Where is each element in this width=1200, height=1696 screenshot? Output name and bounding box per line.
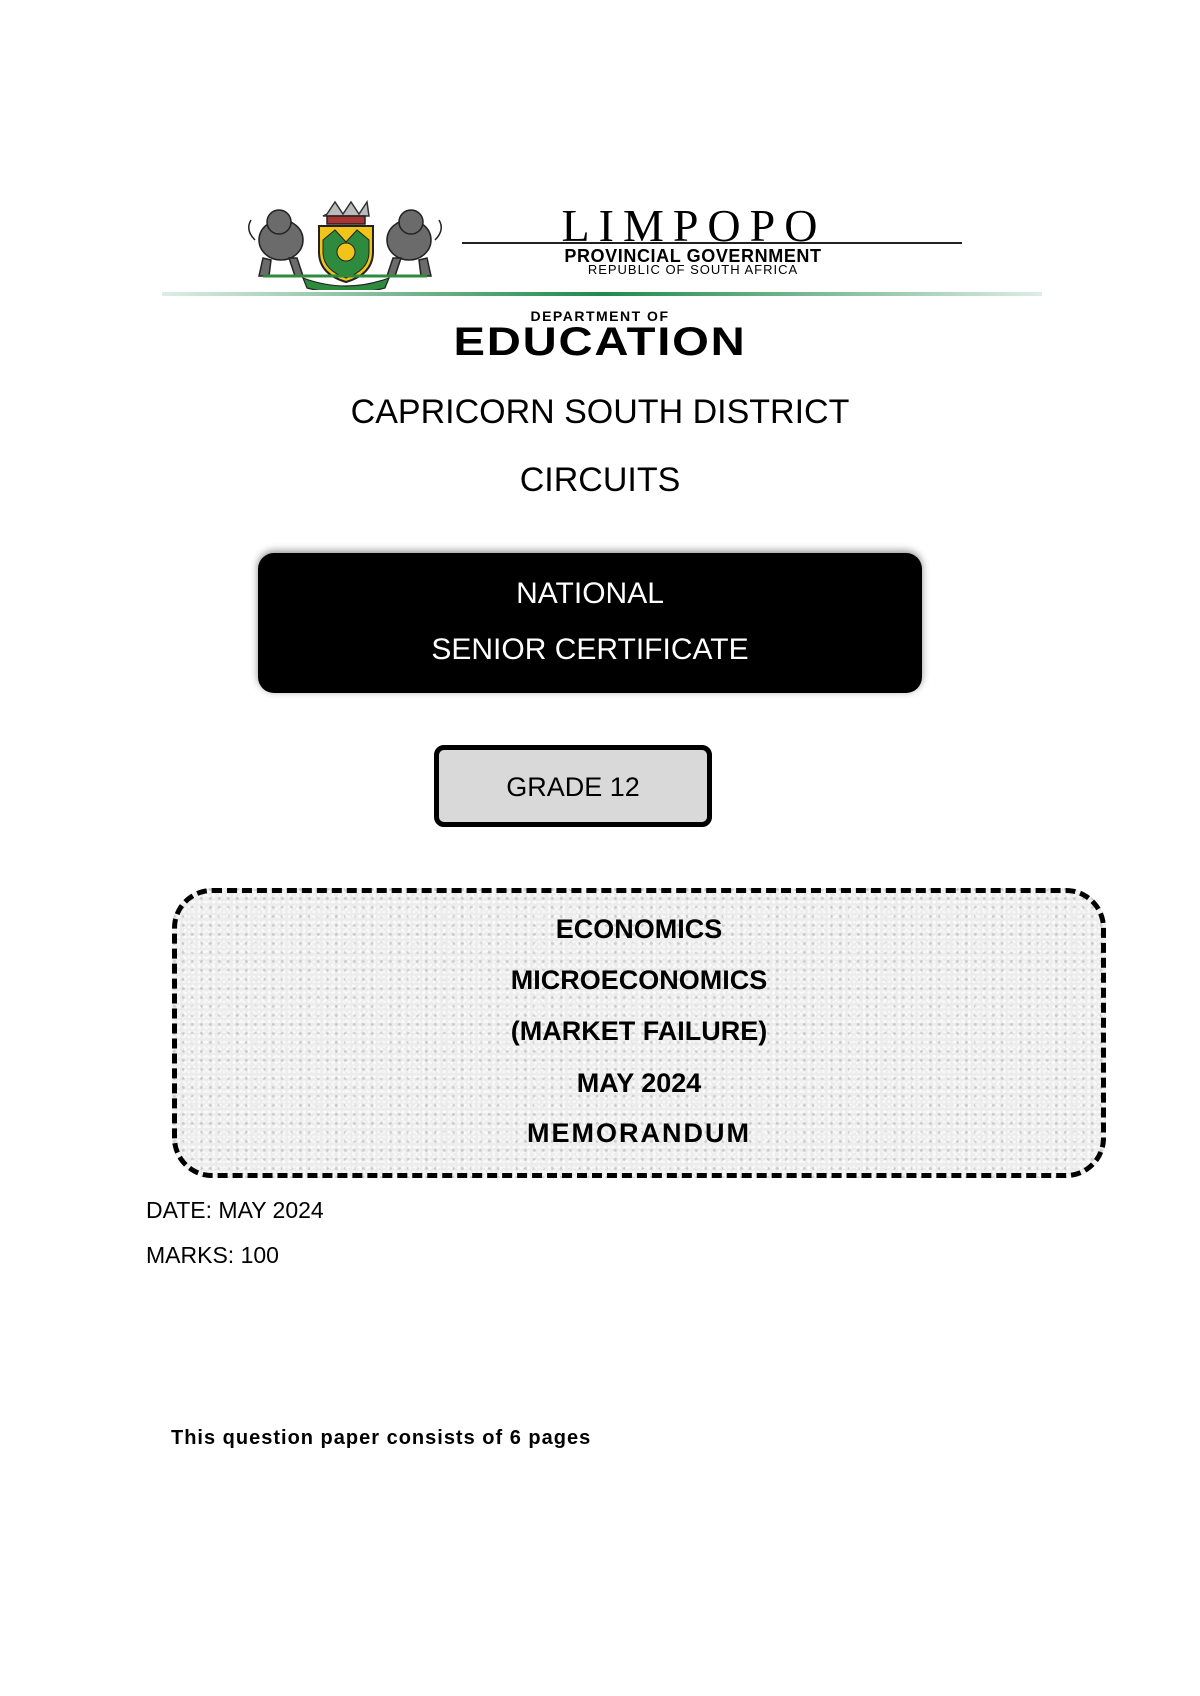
total-marks: MARKS: 100: [146, 1242, 279, 1268]
exam-session: MAY 2024: [576, 1068, 702, 1098]
republic-label: REPUBLIC OF SOUTH AFRICA: [587, 262, 799, 277]
coat-of-arms-icon: [243, 200, 447, 290]
certificate-line-2: SENIOR CERTIFICATE: [431, 633, 749, 666]
crest-top: [323, 202, 369, 224]
province-name: LIMPOPO: [561, 200, 827, 251]
subject-subtopic: (MARKET FAILURE): [510, 1016, 768, 1046]
header-divider: [462, 242, 962, 244]
certificate-line-1: NATIONAL: [516, 577, 664, 610]
green-divider: [162, 292, 1042, 296]
exam-date: DATE: MAY 2024: [146, 1197, 324, 1223]
district-name: CAPRICORN SOUTH DISTRICT: [350, 393, 850, 431]
department-of-label: DEPARTMENT OF: [530, 308, 670, 324]
left-lion: [249, 210, 303, 276]
certificate-banner: [258, 553, 922, 693]
circuits-label: CIRCUITS: [519, 461, 681, 499]
subject-topic: MICROECONOMICS: [510, 965, 768, 995]
document-type: MEMORANDUM: [527, 1118, 751, 1148]
page-count-note: This question paper consists of 6 pages: [171, 1427, 592, 1449]
right-lion: [387, 210, 441, 276]
subject-title: ECONOMICS: [555, 914, 723, 944]
department-name: EDUCATION: [453, 320, 747, 364]
government-label: PROVINCIAL GOVERNMENT: [564, 246, 822, 266]
grade-label: GRADE 12: [506, 772, 640, 802]
